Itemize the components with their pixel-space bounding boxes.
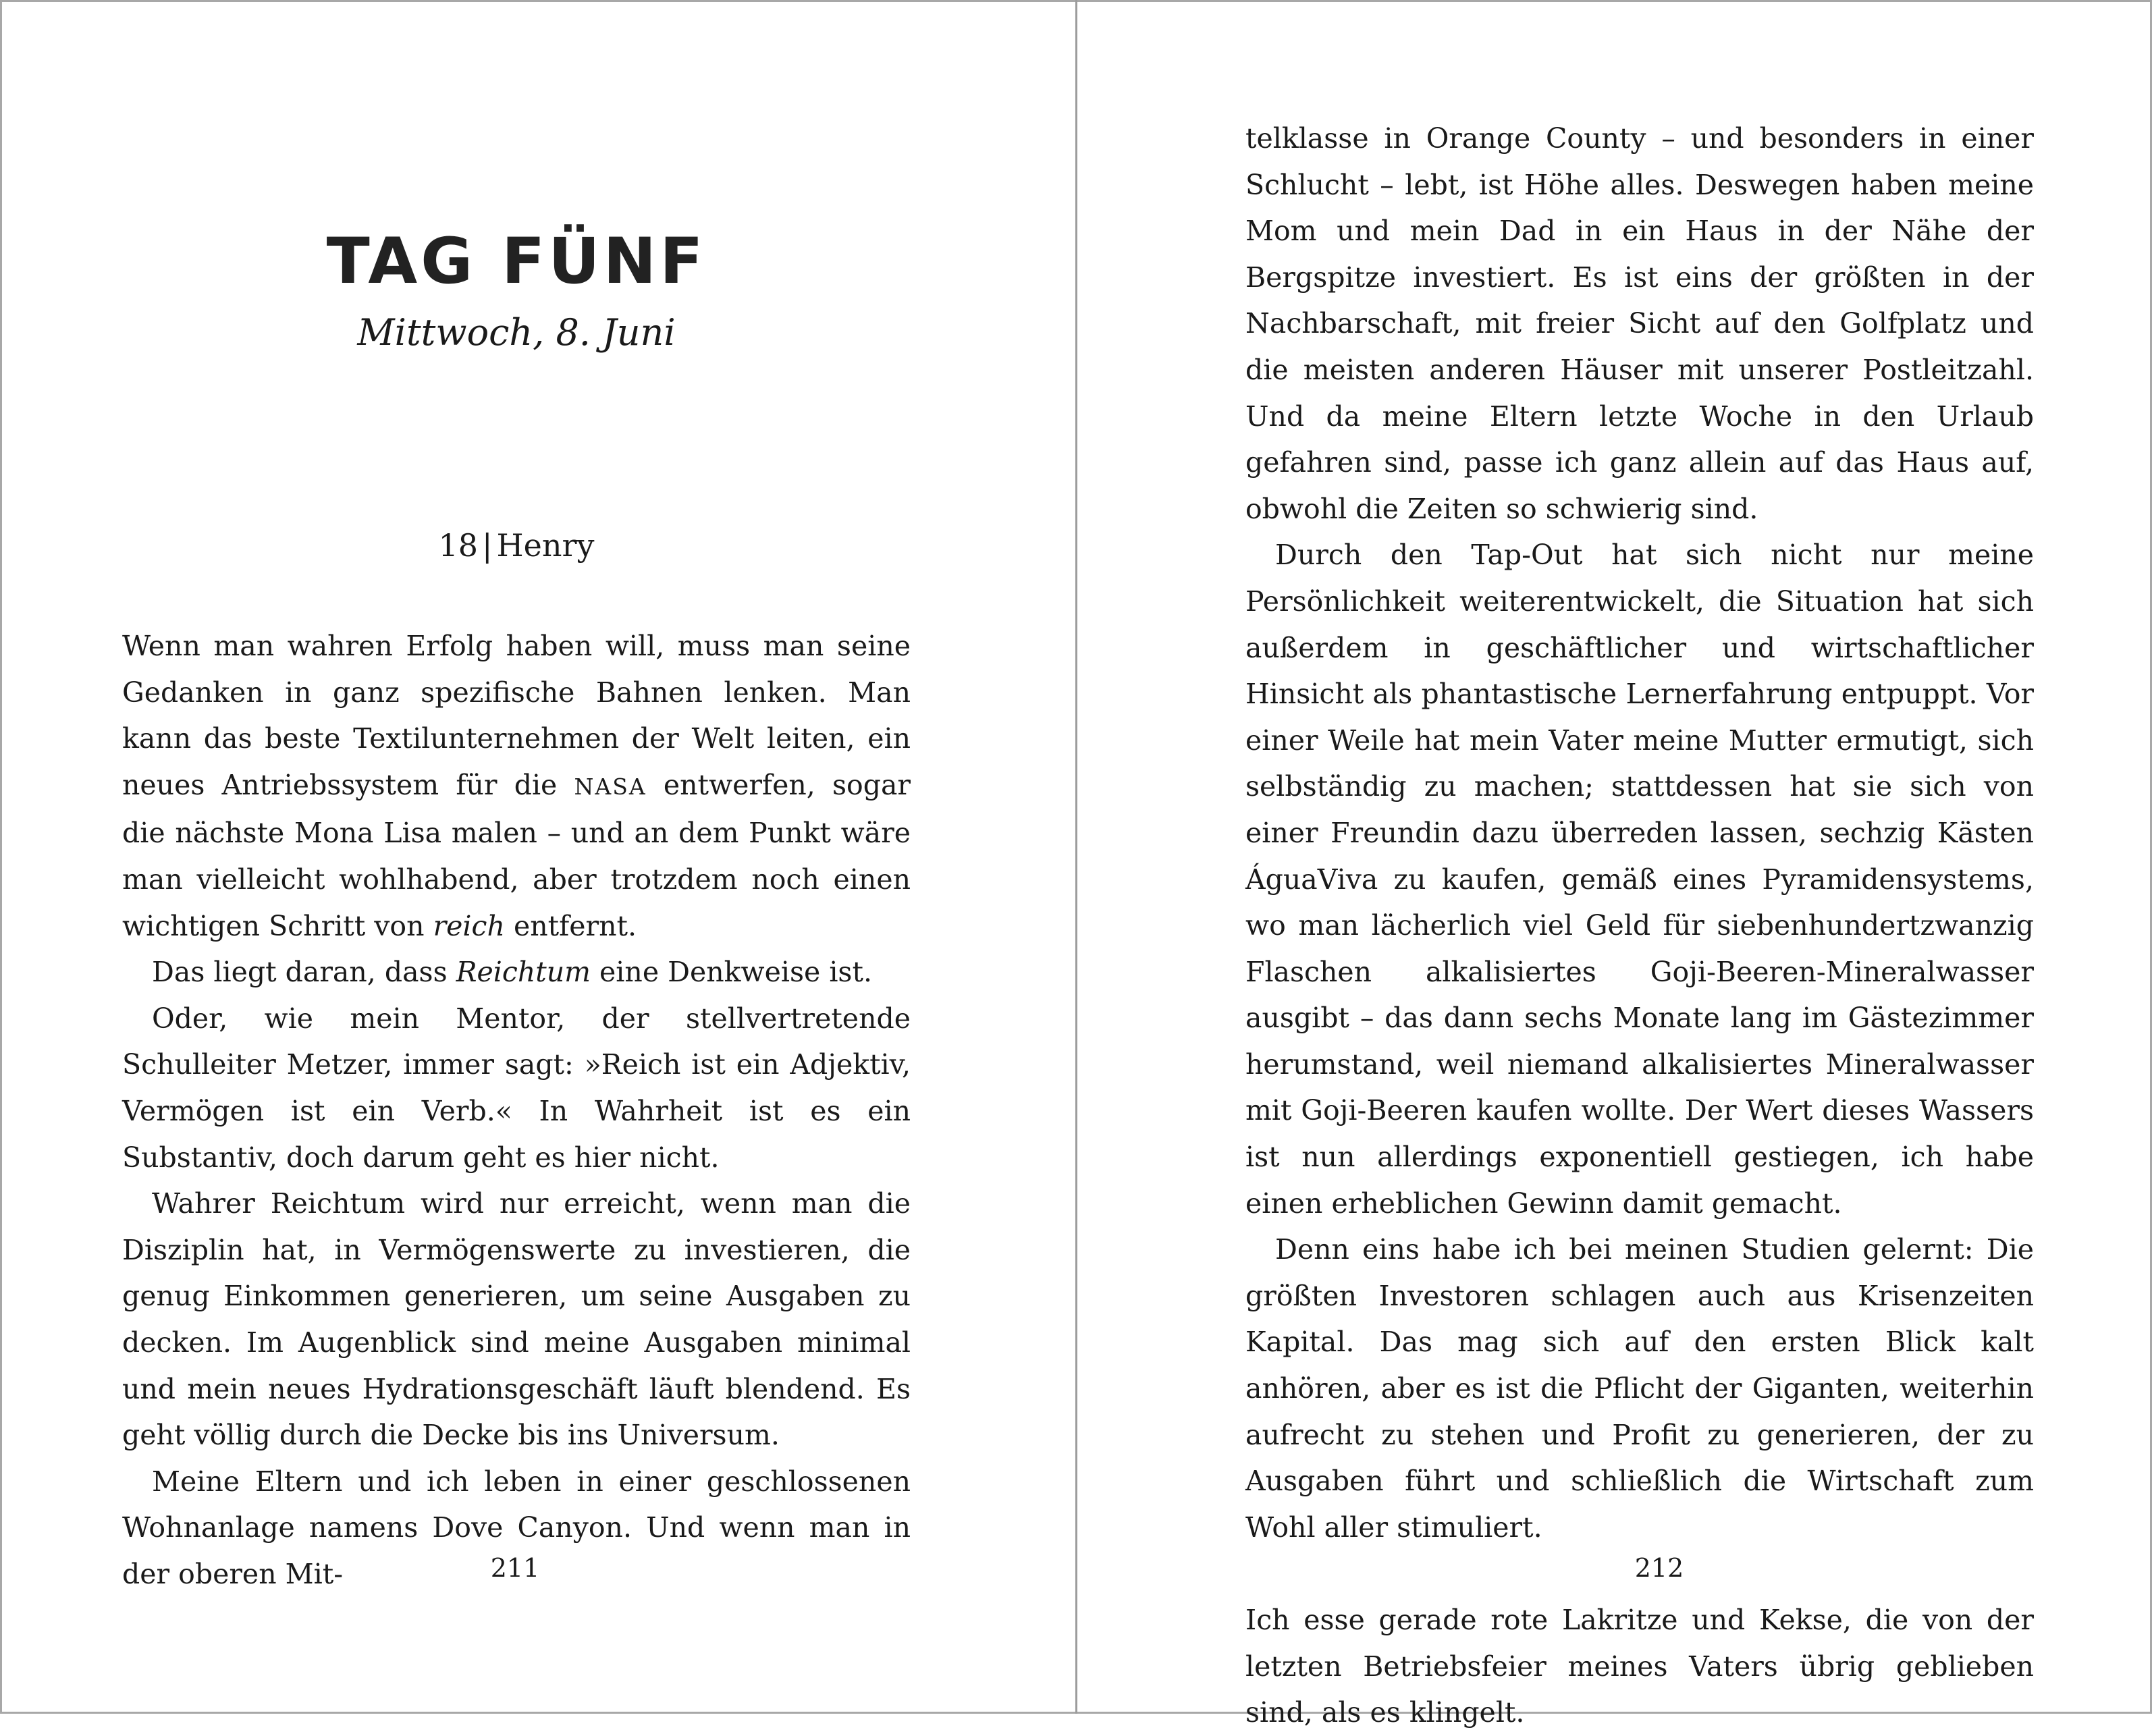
emphasis: Reichtum [456,956,591,989]
page-number-left: 211 [490,1553,540,1583]
paragraph: Wenn man wahren Erfolg haben will, muss man seine Gedanken in ganz spezifische Bahnen lenken. Man kann das beste Textilunternehmen der Welt leiten, ein neues Antriebssystem für die NASA entwerfen, sogar die nächste Mona Lisa malen – und an dem Punkt wäre man vielleicht wohlhabend, aber trotzdem noch einen wichtigen Schritt von reich entfernt. [122,630,911,942]
left-body-text [122,623,911,1597]
paragraph: Durch den Tap-Out hat sich nicht nur meine Persönlichkeit weiterentwickelt, die Situation hat sich außerdem in geschäftlicher und wirtschaftlicher Hinsicht als phantastische Lernerfahrung entpuppt. Vor einer Weile hat mein Vater meine Mutter ermutigt, sich selbständig zu machen; stattdessen hat sie sich von einer Freundin dazu überreden lassen, sechzig Kästen ÁguaViva zu kaufen, gemäß eines Pyramidensystems, wo man lächerlich viel Geld für siebenhundertzwanzig Flaschen alkalisiertes Goji-Beeren-Mineralwasser ausgibt – das dann sechs Monate lang im Gästezimmer herumstand, weil niemand alkalisiertes Mineralwasser mit Goji-Beeren kaufen wollte. Der Wert dieses Wassers ist nun allerdings exponentiell gestiegen, ich habe einen erheblichen Gewinn damit gemacht. [1245,539,2034,1220]
section-number: 18 [438,527,479,564]
chapter-date: Mittwoch, 8. Juni [357,311,676,354]
small-caps-acronym: NASA [574,773,647,800]
emphasis: reich [433,909,505,942]
chapter-title: TAG FÜNF [326,225,707,298]
section-separator: | [482,527,493,564]
left-page [0,0,1075,1714]
paragraph: Meine Eltern und ich leben in einer geschlossenen Wohnanlage namens Dove Canyon. Und wenn man in der oberen Mit- [122,1465,911,1590]
section-heading [2,527,1031,564]
gutter-divider [1075,0,1077,1714]
section-name: Henry [496,527,595,564]
paragraph: Oder, wie mein Mentor, der stellvertretende Schulleiter Metzer, immer sagt: »Reich ist ein Adjektiv, Vermögen ist ein Verb.« In Wahrheit ist es ein Substantiv, doch darum geht es hier nicht. [122,1002,911,1174]
paragraph: Das liegt daran, dass Reichtum eine Denkweise ist. [152,956,872,989]
paragraph: Denn eins habe ich bei meinen Studien gelernt: Die größten Investoren schlagen auch aus Krisenzeiten Kapital. Das mag sich auf den ersten Blick kalt anhören, aber es ist die Pflicht der Giganten, weiterhin aufrecht zu stehen und Profit zu generieren, der zu Ausgaben führt und schließlich die Wirtschaft zum Wohl aller stimuliert. [1245,1233,2034,1544]
paragraph: Wahrer Reichtum wird nur erreicht, wenn man die Disziplin hat, in Vermögenswerte zu investieren, die genug Einkommen generieren, um seine Ausgaben zu decken. Im Augenblick sind meine Ausgaben minimal und mein neues Hydrationsgeschäft läuft blendend. Es geht völlig durch die Decke bis ins Universum. [122,1187,911,1452]
paragraph: telklasse in Orange County – und besonders in einer Schlucht – lebt, ist Höhe alles. Deswegen haben meine Mom und mein Dad in ein Haus in der Nähe der Bergspitze investiert. Es ist eins der größten in der Nachbarschaft, mit freier Sicht auf den Golfplatz und die meisten anderen Häuser mit unserer Postleitzahl. Und da meine Eltern letzte Woche in den Urlaub gefahren sind, passe ich ganz allein auf das Haus auf, obwohl die Zeiten so schwierig sind. [1245,122,2034,525]
right-page [1075,0,2152,1729]
paragraph: Ich esse gerade rote Lakritze und Kekse, die von der letzten Betriebsfeier meines Vaters übrig geblieben sind, als es klingelt. [1245,1604,2034,1729]
right-body-text [1245,115,2034,1736]
page-number-right: 212 [1634,1553,1684,1583]
